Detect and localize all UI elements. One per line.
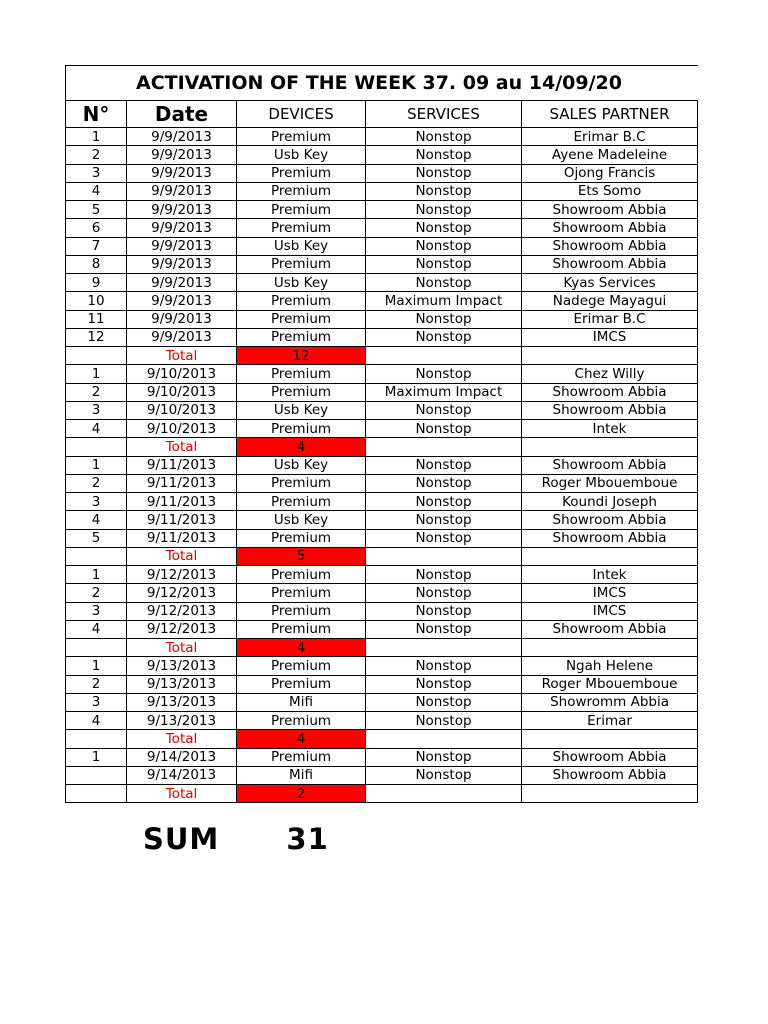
date-cell[interactable]: 9/12/2013 xyxy=(127,620,237,638)
no-cell[interactable]: 1 xyxy=(66,566,127,584)
no-cell[interactable]: 2 xyxy=(66,584,127,602)
date-cell[interactable]: 9/14/2013 xyxy=(127,766,237,784)
service-cell[interactable]: Nonstop xyxy=(366,584,522,602)
empty-cell[interactable] xyxy=(522,547,698,565)
table-row xyxy=(66,766,698,784)
service-cell[interactable]: Nonstop xyxy=(366,237,522,255)
service-cell[interactable]: Nonstop xyxy=(366,201,522,219)
total-row xyxy=(66,639,698,657)
no-cell[interactable]: 7 xyxy=(66,237,127,255)
table-row xyxy=(66,420,698,438)
table-row xyxy=(66,657,698,675)
device-cell[interactable]: Premium xyxy=(237,310,366,328)
table-row xyxy=(66,219,698,237)
partner-cell[interactable]: Koundi Joseph xyxy=(522,493,698,511)
empty-cell[interactable] xyxy=(366,347,522,365)
table-row xyxy=(66,201,698,219)
no-cell[interactable]: 1 xyxy=(66,365,127,383)
total-value[interactable]: 5 xyxy=(237,547,366,565)
no-cell[interactable]: 3 xyxy=(66,493,127,511)
partner-cell[interactable]: Roger Mbouemboue xyxy=(522,474,698,492)
partner-cell[interactable]: Kyas Services xyxy=(522,274,698,292)
service-cell[interactable]: Nonstop xyxy=(366,420,522,438)
no-cell[interactable]: 4 xyxy=(66,620,127,638)
partner-cell[interactable]: IMCS xyxy=(522,328,698,346)
partner-cell[interactable]: Showroom Abbia xyxy=(522,529,698,547)
table-row xyxy=(66,456,698,474)
empty-cell[interactable] xyxy=(66,347,127,365)
total-row xyxy=(66,730,698,748)
partner-cell[interactable]: Roger Mbouemboue xyxy=(522,675,698,693)
device-cell[interactable]: Premium xyxy=(237,383,366,401)
no-cell[interactable]: 6 xyxy=(66,219,127,237)
total-label[interactable]: Total xyxy=(127,547,237,565)
partner-cell[interactable]: Ets Somo xyxy=(522,182,698,200)
device-cell[interactable]: Usb Key xyxy=(237,456,366,474)
empty-cell[interactable] xyxy=(66,785,127,803)
header-date[interactable]: Date xyxy=(127,101,237,128)
table-row xyxy=(66,602,698,620)
empty-cell[interactable] xyxy=(522,347,698,365)
no-cell[interactable]: 3 xyxy=(66,401,127,419)
date-cell[interactable]: 9/11/2013 xyxy=(127,493,237,511)
date-cell[interactable]: 9/9/2013 xyxy=(127,219,237,237)
partner-cell[interactable]: Ngah Helene xyxy=(522,657,698,675)
service-cell[interactable]: Nonstop xyxy=(366,511,522,529)
service-cell[interactable]: Maximum Impact xyxy=(366,292,522,310)
date-cell[interactable]: 9/9/2013 xyxy=(127,310,237,328)
total-label[interactable]: Total xyxy=(127,730,237,748)
partner-cell[interactable]: Showroom Abbia xyxy=(522,620,698,638)
table-row xyxy=(66,529,698,547)
empty-cell[interactable] xyxy=(366,730,522,748)
date-cell[interactable]: 9/9/2013 xyxy=(127,292,237,310)
date-cell[interactable]: 9/10/2013 xyxy=(127,420,237,438)
device-cell[interactable]: Premium xyxy=(237,164,366,182)
service-cell[interactable]: Nonstop xyxy=(366,529,522,547)
service-cell[interactable]: Nonstop xyxy=(366,748,522,766)
table-row xyxy=(66,237,698,255)
partner-cell[interactable]: Intek xyxy=(522,566,698,584)
table-row xyxy=(66,164,698,182)
service-cell[interactable]: Nonstop xyxy=(366,219,522,237)
service-cell[interactable]: Nonstop xyxy=(366,712,522,730)
partner-cell[interactable]: Nadege Mayagui xyxy=(522,292,698,310)
no-cell[interactable]: 4 xyxy=(66,182,127,200)
service-cell[interactable]: Nonstop xyxy=(366,566,522,584)
date-cell[interactable]: 9/11/2013 xyxy=(127,456,237,474)
partner-cell[interactable]: Showroom Abbia xyxy=(522,237,698,255)
table-row xyxy=(66,292,698,310)
service-cell[interactable]: Nonstop xyxy=(366,602,522,620)
total-label[interactable]: Total xyxy=(127,438,237,456)
date-cell[interactable]: 9/11/2013 xyxy=(127,529,237,547)
total-label[interactable]: Total xyxy=(127,347,237,365)
device-cell[interactable]: Premium xyxy=(237,474,366,492)
no-cell[interactable]: 2 xyxy=(66,474,127,492)
partner-cell[interactable]: Chez Willy xyxy=(522,365,698,383)
table-row xyxy=(66,310,698,328)
empty-cell[interactable] xyxy=(522,730,698,748)
table-row xyxy=(66,493,698,511)
no-cell[interactable]: 4 xyxy=(66,420,127,438)
device-cell[interactable]: Premium xyxy=(237,201,366,219)
device-cell[interactable]: Premium xyxy=(237,529,366,547)
partner-cell[interactable]: Showroom Abbia xyxy=(522,383,698,401)
title-row xyxy=(66,66,698,101)
service-cell[interactable]: Nonstop xyxy=(366,328,522,346)
service-cell[interactable]: Nonstop xyxy=(366,657,522,675)
no-cell[interactable]: 3 xyxy=(66,602,127,620)
service-cell[interactable]: Nonstop xyxy=(366,164,522,182)
partner-cell[interactable]: Showroom Abbia xyxy=(522,456,698,474)
device-cell[interactable]: Premium xyxy=(237,748,366,766)
service-cell[interactable]: Nonstop xyxy=(366,365,522,383)
device-cell[interactable]: Premium xyxy=(237,675,366,693)
device-cell[interactable]: Usb Key xyxy=(237,511,366,529)
device-cell[interactable]: Premium xyxy=(237,620,366,638)
no-cell[interactable]: 4 xyxy=(66,712,127,730)
partner-cell[interactable]: Showroom Abbia xyxy=(522,201,698,219)
date-cell[interactable]: 9/9/2013 xyxy=(127,255,237,273)
date-cell[interactable]: 9/12/2013 xyxy=(127,566,237,584)
date-cell[interactable]: 9/13/2013 xyxy=(127,712,237,730)
date-cell[interactable]: 9/10/2013 xyxy=(127,401,237,419)
table-row xyxy=(66,712,698,730)
table-row xyxy=(66,383,698,401)
partner-cell[interactable]: Showroom Abbia xyxy=(522,255,698,273)
date-cell[interactable]: 9/9/2013 xyxy=(127,128,237,146)
date-cell[interactable]: 9/10/2013 xyxy=(127,365,237,383)
date-cell[interactable]: 9/9/2013 xyxy=(127,201,237,219)
table-row xyxy=(66,566,698,584)
date-cell[interactable]: 9/9/2013 xyxy=(127,237,237,255)
service-cell[interactable]: Nonstop xyxy=(366,255,522,273)
date-cell[interactable]: 9/12/2013 xyxy=(127,584,237,602)
total-row xyxy=(66,785,698,803)
device-cell[interactable]: Premium xyxy=(237,292,366,310)
service-cell[interactable]: Nonstop xyxy=(366,456,522,474)
table-row xyxy=(66,274,698,292)
header-services[interactable]: SERVICES xyxy=(366,101,522,128)
date-cell[interactable]: 9/13/2013 xyxy=(127,657,237,675)
date-cell[interactable]: 9/11/2013 xyxy=(127,511,237,529)
empty-cell[interactable] xyxy=(66,639,127,657)
table-row xyxy=(66,511,698,529)
table-row xyxy=(66,401,698,419)
table-row xyxy=(66,146,698,164)
date-cell[interactable]: 9/9/2013 xyxy=(127,182,237,200)
no-cell[interactable]: 2 xyxy=(66,383,127,401)
service-cell[interactable]: Nonstop xyxy=(366,310,522,328)
device-cell[interactable]: Usb Key xyxy=(237,401,366,419)
no-cell[interactable]: 5 xyxy=(66,201,127,219)
partner-cell[interactable]: Showroom Abbia xyxy=(522,766,698,784)
no-cell[interactable]: 3 xyxy=(66,693,127,711)
no-cell[interactable]: 5 xyxy=(66,529,127,547)
header-devices[interactable]: DEVICES xyxy=(237,101,366,128)
header-sales-partner[interactable]: SALES PARTNER xyxy=(522,101,698,128)
date-cell[interactable]: 9/9/2013 xyxy=(127,146,237,164)
no-cell[interactable]: 2 xyxy=(66,675,127,693)
empty-cell[interactable] xyxy=(366,785,522,803)
total-value[interactable]: 4 xyxy=(237,639,366,657)
no-cell[interactable]: 9 xyxy=(66,274,127,292)
table-row xyxy=(66,620,698,638)
partner-cell[interactable]: IMCS xyxy=(522,602,698,620)
total-row xyxy=(66,547,698,565)
empty-cell[interactable] xyxy=(522,785,698,803)
date-cell[interactable]: 9/11/2013 xyxy=(127,474,237,492)
date-cell[interactable]: 9/14/2013 xyxy=(127,748,237,766)
empty-cell[interactable] xyxy=(522,639,698,657)
service-cell[interactable]: Nonstop xyxy=(366,401,522,419)
no-cell[interactable]: 10 xyxy=(66,292,127,310)
no-cell[interactable]: 1 xyxy=(66,128,127,146)
table-row xyxy=(66,584,698,602)
no-cell[interactable] xyxy=(66,766,127,784)
partner-cell[interactable]: Erimar B.C xyxy=(522,310,698,328)
partner-cell[interactable]: Ojong Francis xyxy=(522,164,698,182)
device-cell[interactable]: Usb Key xyxy=(237,274,366,292)
device-cell[interactable]: Premium xyxy=(237,584,366,602)
no-cell[interactable]: 1 xyxy=(66,748,127,766)
device-cell[interactable]: Mifi xyxy=(237,766,366,784)
device-cell[interactable]: Premium xyxy=(237,657,366,675)
device-cell[interactable]: Premium xyxy=(237,219,366,237)
no-cell[interactable]: 3 xyxy=(66,164,127,182)
device-cell[interactable]: Premium xyxy=(237,182,366,200)
total-label[interactable]: Total xyxy=(127,785,237,803)
empty-cell[interactable] xyxy=(366,547,522,565)
total-row xyxy=(66,438,698,456)
activation-table xyxy=(65,65,698,803)
service-cell[interactable]: Nonstop xyxy=(366,474,522,492)
no-cell[interactable]: 1 xyxy=(66,456,127,474)
header-no[interactable]: N° xyxy=(66,101,127,128)
service-cell[interactable]: Nonstop xyxy=(366,146,522,164)
no-cell[interactable]: 12 xyxy=(66,328,127,346)
device-cell[interactable]: Premium xyxy=(237,712,366,730)
partner-cell[interactable]: Showroom Abbia xyxy=(522,511,698,529)
partner-cell[interactable]: IMCS xyxy=(522,584,698,602)
partner-cell[interactable]: Showromm Abbia xyxy=(522,693,698,711)
empty-cell[interactable] xyxy=(366,639,522,657)
service-cell[interactable]: Nonstop xyxy=(366,693,522,711)
device-cell[interactable]: Usb Key xyxy=(237,237,366,255)
device-cell[interactable]: Premium xyxy=(237,128,366,146)
partner-cell[interactable]: Erimar xyxy=(522,712,698,730)
device-cell[interactable]: Premium xyxy=(237,420,366,438)
sum-value: 31 xyxy=(286,822,329,856)
empty-cell[interactable] xyxy=(66,547,127,565)
partner-cell[interactable]: Ayene Madeleine xyxy=(522,146,698,164)
sheet-title[interactable]: ACTIVATION OF THE WEEK 37. 09 au 14/09/20 xyxy=(66,66,698,101)
device-cell[interactable]: Premium xyxy=(237,493,366,511)
device-cell[interactable]: Premium xyxy=(237,328,366,346)
no-cell[interactable]: 1 xyxy=(66,657,127,675)
device-cell[interactable]: Premium xyxy=(237,365,366,383)
total-value[interactable]: 12 xyxy=(237,347,366,365)
table-row xyxy=(66,128,698,146)
date-cell[interactable]: 9/12/2013 xyxy=(127,602,237,620)
table-row xyxy=(66,365,698,383)
no-cell[interactable]: 11 xyxy=(66,310,127,328)
empty-cell[interactable] xyxy=(66,438,127,456)
empty-cell[interactable] xyxy=(66,730,127,748)
sum-block xyxy=(143,822,329,856)
partner-cell[interactable]: Intek xyxy=(522,420,698,438)
total-label[interactable]: Total xyxy=(127,639,237,657)
service-cell[interactable]: Maximum Impact xyxy=(366,383,522,401)
device-cell[interactable]: Premium xyxy=(237,566,366,584)
device-cell[interactable]: Usb Key xyxy=(237,146,366,164)
device-cell[interactable]: Premium xyxy=(237,255,366,273)
date-cell[interactable]: 9/9/2013 xyxy=(127,328,237,346)
device-cell[interactable]: Premium xyxy=(237,602,366,620)
date-cell[interactable]: 9/13/2013 xyxy=(127,675,237,693)
total-value[interactable]: 4 xyxy=(237,438,366,456)
service-cell[interactable]: Nonstop xyxy=(366,675,522,693)
table-row xyxy=(66,748,698,766)
partner-cell[interactable]: Showroom Abbia xyxy=(522,219,698,237)
service-cell[interactable]: Nonstop xyxy=(366,182,522,200)
partner-cell[interactable]: Erimar B.C xyxy=(522,128,698,146)
date-cell[interactable]: 9/10/2013 xyxy=(127,383,237,401)
total-value[interactable]: 2 xyxy=(237,785,366,803)
device-cell[interactable]: Mifi xyxy=(237,693,366,711)
table-row xyxy=(66,675,698,693)
table-row xyxy=(66,328,698,346)
no-cell[interactable]: 2 xyxy=(66,146,127,164)
total-value[interactable]: 4 xyxy=(237,730,366,748)
total-row xyxy=(66,347,698,365)
empty-cell[interactable] xyxy=(366,438,522,456)
header-row xyxy=(66,101,698,128)
service-cell[interactable]: Nonstop xyxy=(366,128,522,146)
service-cell[interactable]: Nonstop xyxy=(366,274,522,292)
no-cell[interactable]: 4 xyxy=(66,511,127,529)
date-cell[interactable]: 9/9/2013 xyxy=(127,164,237,182)
service-cell[interactable]: Nonstop xyxy=(366,766,522,784)
no-cell[interactable]: 8 xyxy=(66,255,127,273)
table-row xyxy=(66,693,698,711)
table-row xyxy=(66,255,698,273)
table-row xyxy=(66,474,698,492)
service-cell[interactable]: Nonstop xyxy=(366,493,522,511)
date-cell[interactable]: 9/9/2013 xyxy=(127,274,237,292)
empty-cell[interactable] xyxy=(522,438,698,456)
partner-cell[interactable]: Showroom Abbia xyxy=(522,401,698,419)
table-row xyxy=(66,182,698,200)
date-cell[interactable]: 9/13/2013 xyxy=(127,693,237,711)
sum-label: SUM xyxy=(143,822,220,856)
service-cell[interactable]: Nonstop xyxy=(366,620,522,638)
partner-cell[interactable]: Showroom Abbia xyxy=(522,748,698,766)
